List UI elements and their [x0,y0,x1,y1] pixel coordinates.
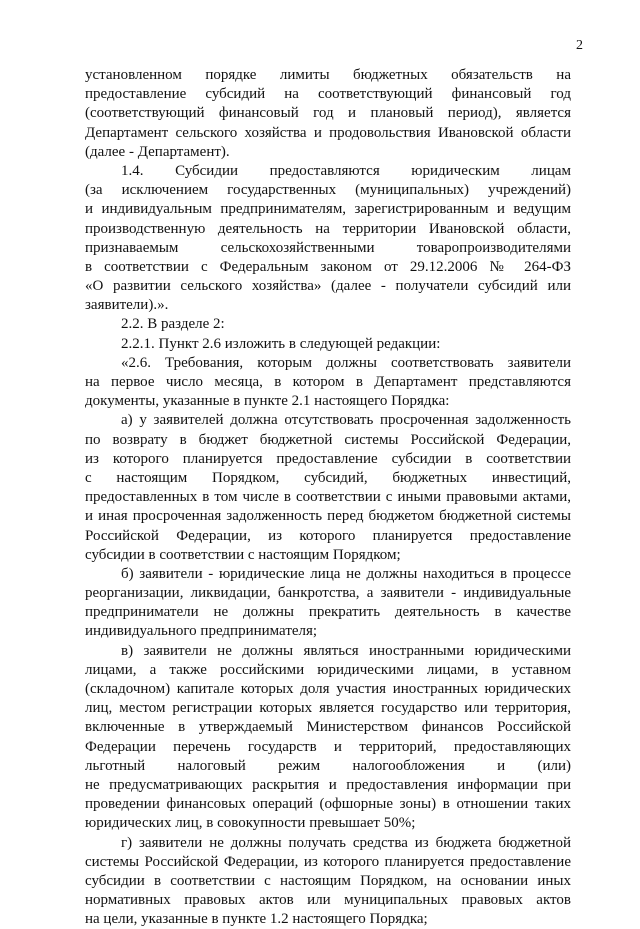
text-line: (соответствующий финансовый год и плановый период), является [85,105,571,122]
text-line: «2.6. Требования, которым должны соответствовать заявители [121,354,571,371]
page-number: 2 [576,38,583,53]
text-line: из которого планируется предоставление субсидии в соответствии [85,450,571,467]
text-line: производственную деятельность на территории Ивановской области, [85,220,571,237]
text-line: в соответствии с Федеральным законом от 29.12.2006 № 264-ФЗ [85,258,571,275]
text-line: предприниматели не должны прекратить деятельность в качестве [85,604,571,621]
text-line: Департамент сельского хозяйства и продовольствия Ивановской области [85,124,571,141]
text-line: на первое число месяца, в котором в Департамент представляются [85,374,571,390]
text-line: 1.4. Субсидии предоставляются юридическим лицам [121,162,571,179]
text-line: в) заявители не должны являться иностранными юридическими [121,642,571,659]
text-line: включенные в утверждаемый Министерством финансов Российской [85,719,571,736]
text-line: нормативных правовых актов или муниципальных правовых актов [85,892,571,909]
text-line: (далее - Департамент). [85,143,230,160]
text-line: 2.2.1. Пункт 2.6 изложить в следующей редакции: [121,335,441,352]
text-line: субсидии в соответствии с настоящим Порядком, на основании иных [85,872,571,889]
text-line: документы, указанные в пункте 2.1 настоящего Порядка: [85,393,450,410]
text-line: и индивидуальным предпринимателям, зарегистрированным и ведущим [85,201,571,218]
text-line: проведении финансовых операций (офшорные зоны) в отношении таких [85,796,571,813]
text-line: Российской Федерации, из которого планируется предоставление [85,527,571,544]
text-line: заявители).». [85,297,169,314]
text-line: на цели, указанные в пункте 1.2 настоящего Порядка; [85,911,428,928]
text-line: реорганизации, ликвидации, банкротства, а заявители - индивидуальные [85,585,571,602]
text-line: признаваемым сельскохозяйственными товаропроизводителями [85,239,571,256]
text-line: г) заявители не должны получать средства из бюджета бюджетной [121,834,571,851]
text-line: а) у заявителей должна отсутствовать просроченная задолженность [121,412,571,429]
text-line: 2.2. В разделе 2: [121,316,225,333]
text-line: б) заявители - юридические лица не должны находиться в процессе [121,565,571,582]
text-line: установленном порядке лимиты бюджетных обязательств на [85,67,571,83]
text-line: по возврату в бюджет бюджетной системы Российской Федерации, [85,431,571,448]
text-line: льготный налоговый режим налогообложения и (или) [85,757,571,774]
text-line: «О развитии сельского хозяйства» (далее - получатели субсидий или [85,278,571,295]
text-line: не предусматривающих раскрытия и предоставления информации при [85,776,571,793]
text-line: системы Российской Федерации, из которого планируется предоставление [85,853,571,870]
text-line: индивидуального предпринимателя; [85,623,318,640]
text-line: Федерации перечень государств и территорий, предоставляющих [85,738,571,755]
text-line: предоставленных в том числе в соответствии с иными правовыми актами, [85,489,571,506]
text-line: субсидии в соответствии с настоящим Порядком; [85,546,401,563]
text-line: предоставление субсидий на соответствующий финансовый год [85,86,571,103]
text-line: и иная просроченная задолженность перед бюджетом бюджетной системы [85,508,571,525]
text-line: юридических лиц, в совокупности превышает 50%; [85,815,416,832]
text-line: с настоящим Порядком, субсидий, бюджетных инвестиций, [85,469,571,486]
text-line: лицами, а также российскими юридическими лицами, в уставном [85,661,571,678]
text-line: лиц, местом регистрации которых является государство или территория, [85,700,571,717]
text-line: (за исключением государственных (муниципальных) учреждений) [85,182,571,199]
text-line: (складочном) капитале которых доля участия иностранных юридических [85,681,571,697]
document-body [85,66,571,929]
